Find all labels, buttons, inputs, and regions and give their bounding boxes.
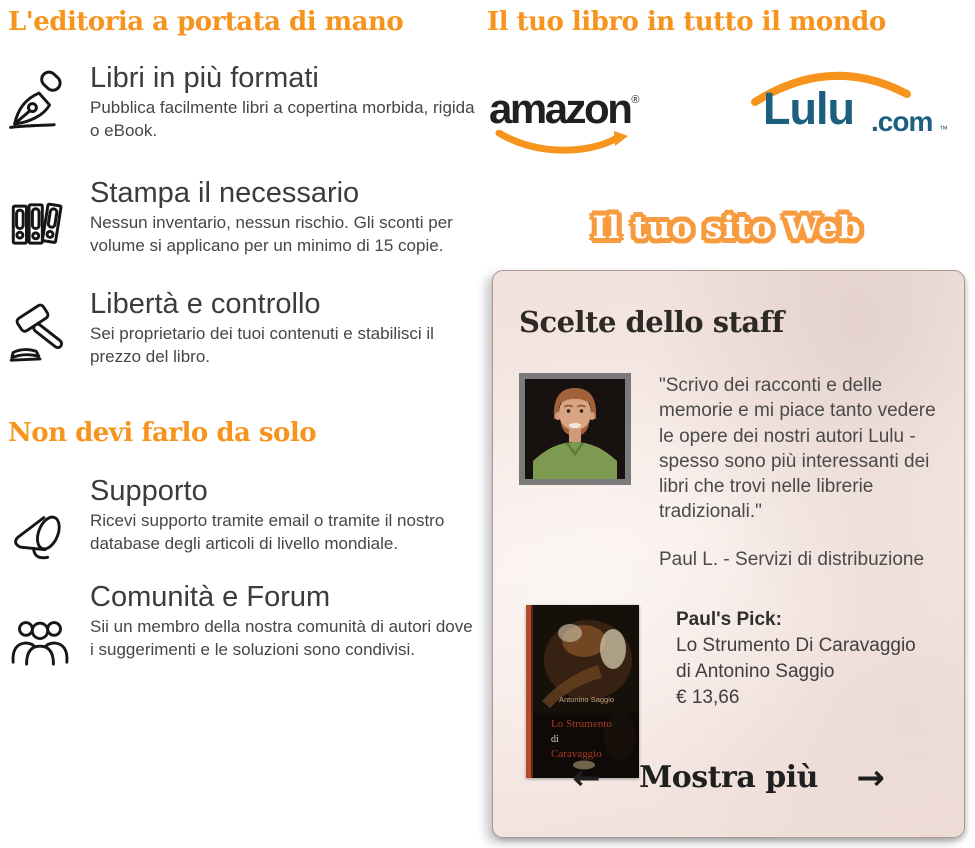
feature-title: Comunità e Forum	[90, 580, 331, 613]
next-arrow-icon[interactable]: →	[856, 757, 885, 798]
staff-quote: "Scrivo dei racconti e delle memorie e mi piace tanto vedere le opere dei nostri autori Lulu - spesso sono più interessanti dei libri che trovi nelle librerie tradizionali."	[659, 375, 936, 523]
show-more-control[interactable]	[493, 757, 964, 798]
show-more-label[interactable]: Mostra più	[639, 760, 818, 795]
gavel-icon	[8, 288, 90, 364]
heading-support: Non devi farlo da solo	[8, 417, 317, 448]
book-cover-author: Antonino Saggio	[559, 694, 615, 704]
your-website-badge: Il tuo sito Web	[592, 209, 862, 246]
feature-description: Nessun inventario, nessun rischio. Gli sconti per volume si applicano per un minimo di 15 copie.	[90, 213, 453, 256]
amazon-logo	[489, 84, 640, 132]
pick-book-price: € 13,66	[676, 687, 740, 709]
pick-book-author: di Antonino Saggio	[676, 661, 835, 683]
feature-description: Sei proprietario dei tuoi contenuti e stabilisci il prezzo del libro.	[90, 324, 434, 367]
feature-title: Supporto	[90, 474, 208, 507]
feature-support	[8, 475, 476, 565]
feature-title: Stampa il necessario	[90, 176, 360, 209]
book-cover[interactable]	[526, 605, 639, 778]
staff-pick-row	[519, 605, 938, 778]
amazon-wordmark: amazon	[489, 84, 631, 132]
lulu-com-suffix: .com	[871, 105, 933, 137]
staff-quote-row	[519, 373, 938, 571]
community-icon	[8, 581, 90, 675]
distribution-column	[487, 8, 967, 246]
pick-label: Paul's Pick:	[676, 608, 782, 630]
feature-description: Sii un membro della nostra comunità di autori dove i suggerimenti e le soluzioni sono condivisi.	[90, 617, 473, 660]
feature-description: Ricevi supporto tramite email o tramite il nostro database degli articoli di livello mondiale.	[90, 511, 445, 554]
lulu-wordmark: Lulu	[763, 82, 854, 134]
book-cover-title-line3: Caravaggio	[551, 747, 602, 760]
book-cover-title-line2: di	[551, 733, 559, 745]
binders-icon	[8, 177, 90, 251]
amazon-smile-icon	[495, 130, 631, 158]
heading-publishing: L'editoria a portata di mano	[8, 7, 404, 37]
feature-print-on-demand	[8, 177, 476, 258]
heading-distribution: Il tuo libro in tutto il mondo	[487, 7, 886, 37]
publishing-column	[8, 8, 476, 675]
feature-rights-control	[8, 288, 476, 369]
previous-arrow-icon[interactable]: ←	[572, 757, 601, 798]
feature-book-formats	[8, 62, 476, 143]
staff-attribution: Paul L. - Servizi di distribuzione	[659, 548, 925, 570]
feature-title: Libertà e controllo	[90, 287, 321, 320]
staff-member-photo	[519, 373, 631, 485]
pick-book-title[interactable]: Lo Strumento Di Caravaggio	[676, 634, 916, 656]
amazon-registered-mark: ®	[631, 93, 640, 106]
lulu-trademark: ™	[939, 123, 948, 134]
lulu-logo	[745, 60, 948, 150]
megaphone-icon	[8, 475, 90, 565]
feature-community	[8, 581, 476, 675]
distribution-logos	[487, 60, 967, 180]
feature-description: Pubblica facilmente libri a copertina morbida, rigida o eBook.	[90, 98, 475, 141]
staff-picks-card	[492, 270, 965, 838]
pen-nib-icon	[8, 62, 90, 132]
feature-title: Libri in più formati	[90, 61, 319, 94]
staff-picks-title: Scelte dello staff	[519, 305, 784, 339]
book-cover-title-line1: Lo Strumento	[551, 717, 612, 730]
